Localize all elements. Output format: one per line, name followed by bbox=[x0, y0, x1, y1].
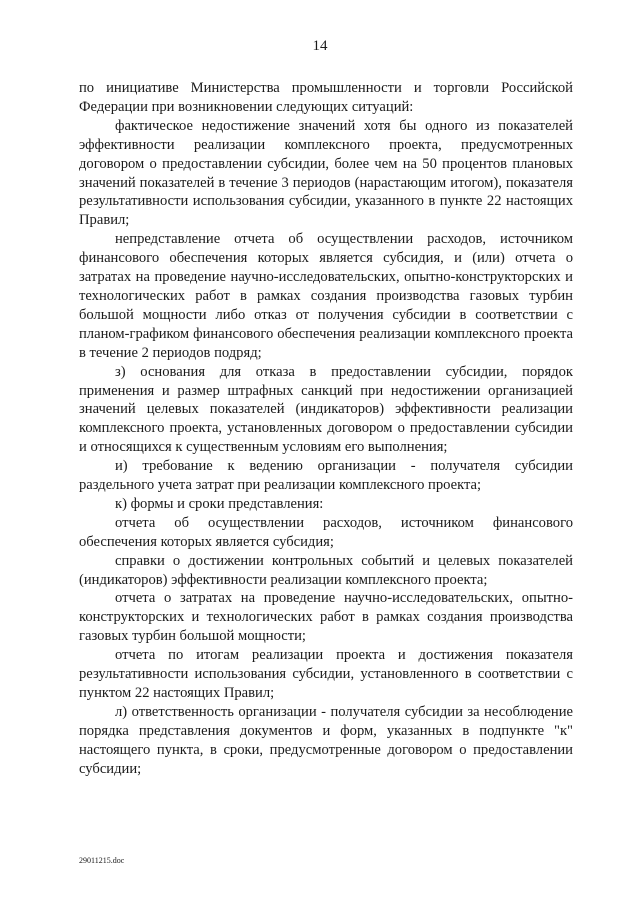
paragraph-item: непредставление отчета об осуществлении расходов, источником финансового обеспечения которых является субсидия, и (или) отчета о затратах на проведение научно-исследовательских, опытно-конструкторских и технологических работ в рамках создания производства газовых турбин большой мощности либо отказ от получения субсидии в соответствии с планом-графиком финансового обеспечения реализации комплексного проекта в течение 2 периодов подряд; bbox=[79, 231, 573, 361]
paragraph-intro: по инициативе Министерства промышленности и торговли Российской Федерации при возникновении следующих ситуаций: bbox=[79, 80, 573, 115]
paragraph-item: отчета об осуществлении расходов, источником финансового обеспечения которых является субсидия; bbox=[79, 514, 573, 550]
paragraph-item: отчета по итогам реализации проекта и достижения показателя результативности использования субсидии, установленного в соответствии с пунктом 22 настоящих Правил; bbox=[79, 647, 573, 701]
document-body bbox=[79, 79, 573, 779]
paragraph-item: справки о достижении контрольных событий и целевых показателей (индикаторов) эффективности реализации комплексного проекта; bbox=[79, 552, 573, 588]
paragraph-clause-z: з) основания для отказа в предоставлении субсидии, порядок применения и размер штрафных санкций при недостижении организацией значений целевых показателей (индикаторов) эффективности реализации комплексного проекта, установленных договором о предоставлении субсидии и относящихся к существенным условиям его выполнения; bbox=[79, 363, 573, 456]
paragraph-item: фактическое недостижение значений хотя бы одного из показателей эффективности реализации комплексного проекта, предусмотренных договором о предоставлении субсидии, более чем на 50 процентов плановых значений показателей в течение 3 периодов (нарастающим итогом), показателя результативности использования субсидии, указанного в пункте 22 настоящих Правил; bbox=[79, 117, 573, 229]
paragraph-clause-i: и) требование к ведению организации - получателя субсидии раздельного учета затрат при реализации комплексного проекта; bbox=[79, 458, 573, 494]
paragraph-item: отчета о затратах на проведение научно-исследовательских, опытно-конструкторских и технологических работ в рамках создания производства газовых турбин большой мощности; bbox=[79, 590, 573, 645]
paragraph-clause-k: к) формы и сроки представления: bbox=[115, 495, 324, 512]
page-number: 14 bbox=[312, 38, 328, 54]
footer-file-code: 29011215.doc bbox=[79, 856, 125, 865]
paragraph-clause-l: л) ответственность организации - получателя субсидии за несоблюдение порядка представления документов и форм, указанных в подпункте "к" настоящего пункта, в сроки, предусмотренные договором о предоставлении субсидии; bbox=[79, 703, 573, 777]
